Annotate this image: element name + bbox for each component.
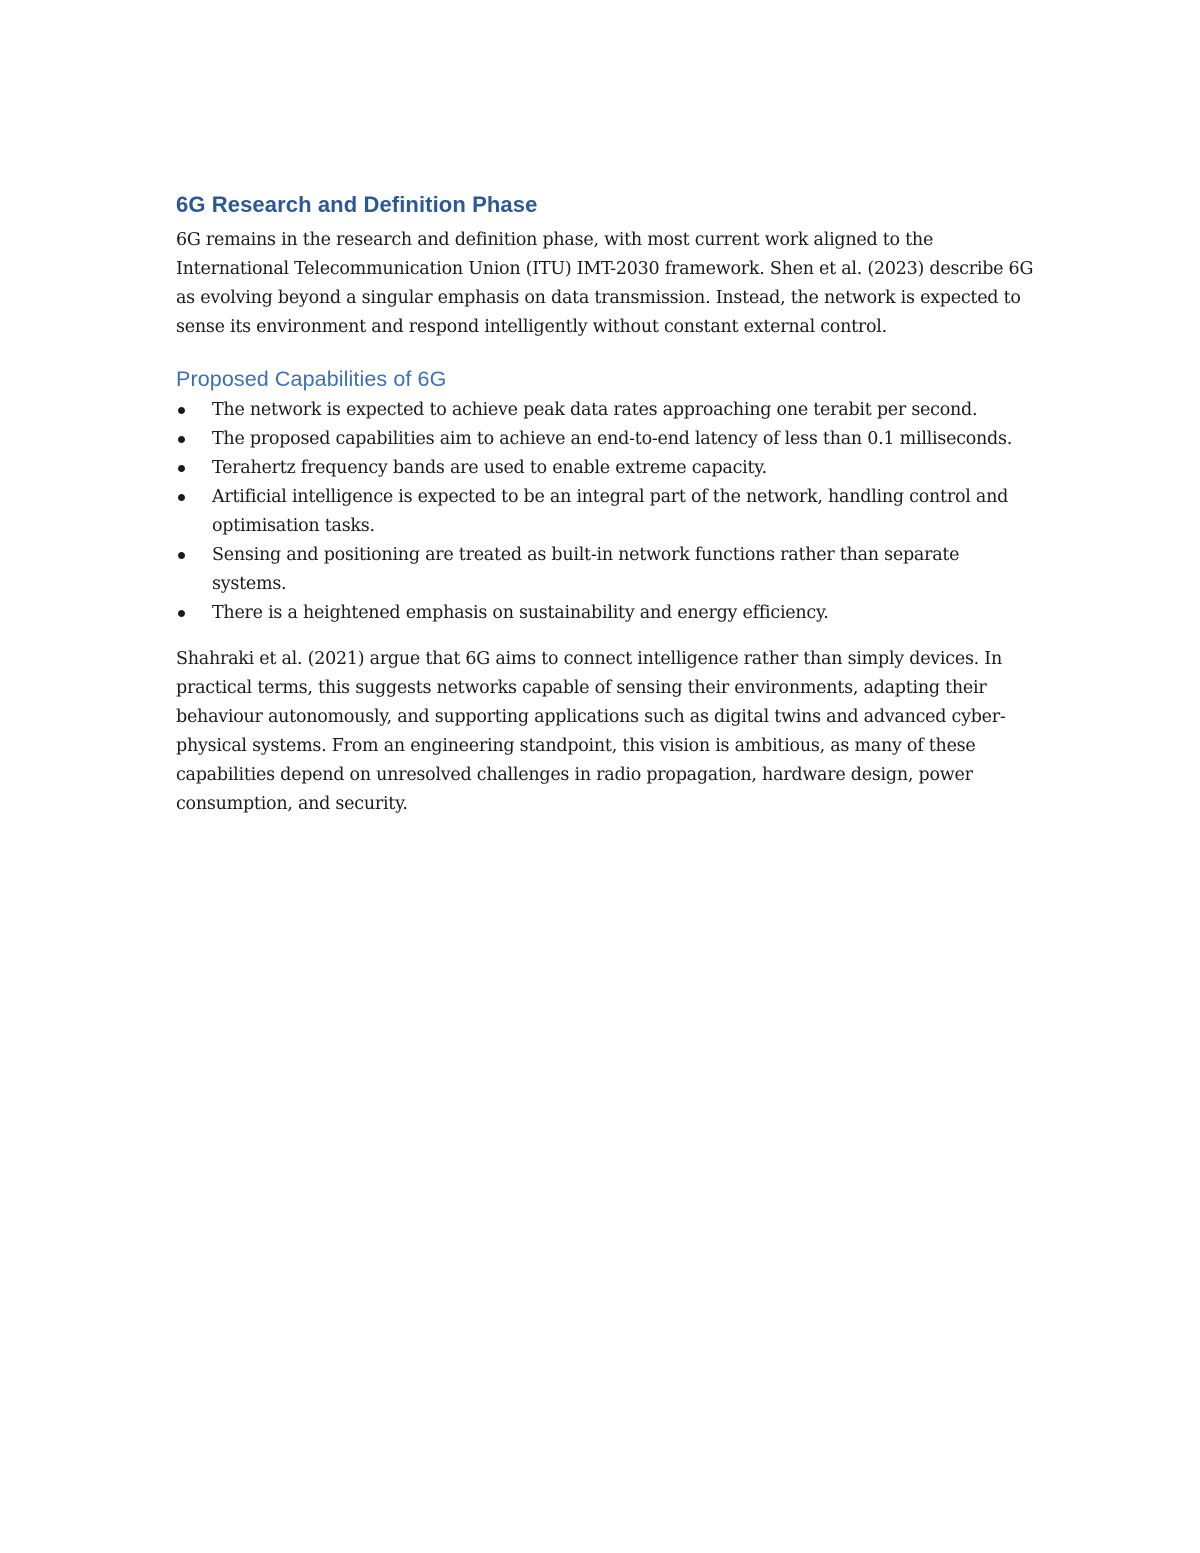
list-item — [176, 483, 1036, 541]
capabilities-list — [176, 396, 1036, 628]
list-item-text: There is a heightened emphasis on sustainability and energy efficiency. — [212, 603, 829, 623]
bullet-icon — [178, 552, 185, 559]
section-heading-research-phase: 6G Research and Definition Phase — [176, 192, 538, 217]
list-item — [176, 541, 1036, 599]
paragraph-research-phase: 6G remains in the research and definition phase, with most current work aligned to the International Telecommunication Union (ITU) IMT-2030 framework. Shen et al. (2023) describe 6G as evolving beyond a singular emphasis on data transmission. Instead, the network is expected to sense its environment and respond intelligently without constant external control. — [176, 230, 1034, 337]
list-item — [176, 454, 1036, 483]
list-item-text: Artificial intelligence is expected to be an integral part of the network, handling control and optimisation tasks. — [212, 487, 1009, 536]
list-item — [176, 425, 1036, 454]
list-item — [176, 599, 1036, 628]
list-item-text: Terahertz frequency bands are used to enable extreme capacity. — [212, 458, 767, 478]
document-page — [176, 190, 1036, 819]
bullet-icon — [178, 494, 185, 501]
list-item-text: Sensing and positioning are treated as built-in network functions rather than separate systems. — [212, 545, 960, 594]
list-item-text: The proposed capabilities aim to achieve an end-to-end latency of less than 0.1 milliseconds. — [212, 429, 1013, 449]
list-item — [176, 396, 1036, 425]
bullet-icon — [178, 436, 185, 443]
bullet-icon — [178, 610, 185, 617]
bullet-icon — [178, 407, 185, 414]
list-item-text: The network is expected to achieve peak data rates approaching one terabit per second. — [212, 400, 978, 420]
section-heading-capabilities: Proposed Capabilities of 6G — [176, 367, 447, 391]
paragraph-shahraki: Shahraki et al. (2021) argue that 6G aims to connect intelligence rather than simply devices. In practical terms, this suggests networks capable of sensing their environments, adapting their behaviour autonomously, and supporting applications such as digital twins and advanced cyber-physical systems. From an engineering standpoint, this vision is ambitious, as many of these capabilities depend on unresolved challenges in radio propagation, hardware design, power consumption, and security. — [176, 649, 1006, 814]
bullet-icon — [178, 465, 185, 472]
